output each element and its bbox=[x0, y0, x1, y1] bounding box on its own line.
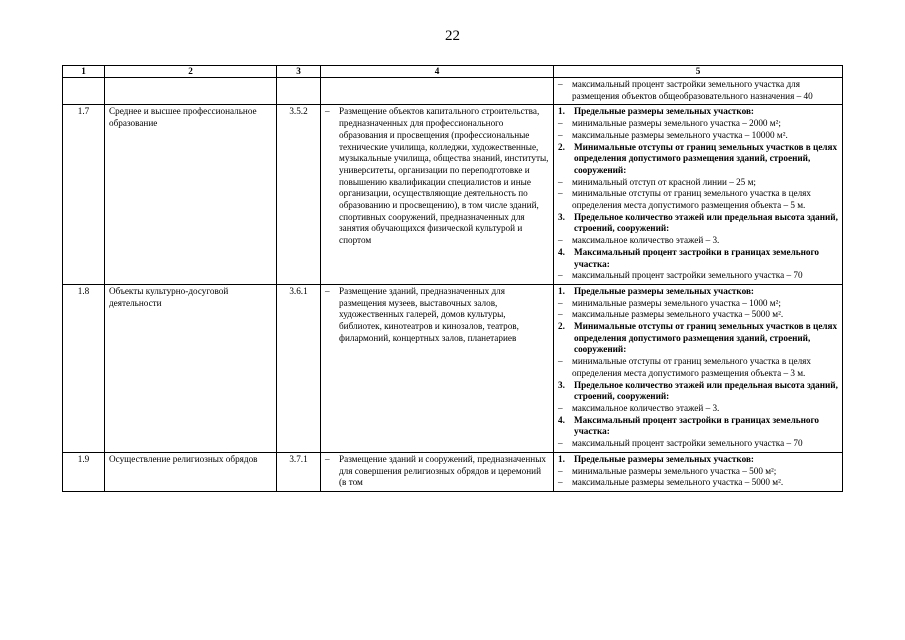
column-header: 2 bbox=[105, 66, 277, 78]
row-number: 1.7 bbox=[77, 106, 90, 117]
param-number: 1. bbox=[558, 453, 565, 464]
use-description: – Размещение зданий и сооружений, предназначенных для совершения религиозных обрядов и церемоний (в том bbox=[325, 454, 549, 489]
param-value: – минимальные отступы от границ земельного участка в целях определения места допустимого размещения объекта – 3 м. bbox=[558, 356, 838, 379]
param-heading bbox=[558, 212, 838, 235]
param-heading bbox=[558, 142, 838, 177]
param-heading bbox=[558, 380, 838, 403]
param-heading bbox=[558, 106, 838, 118]
param-title: Максимальный процент застройки в границах земельного участка: bbox=[574, 246, 820, 269]
header-row bbox=[63, 66, 843, 78]
param-heading bbox=[558, 415, 838, 438]
param-heading bbox=[558, 321, 838, 356]
param-heading bbox=[558, 286, 838, 298]
table-row bbox=[63, 284, 843, 452]
page-number: 22 bbox=[445, 28, 460, 44]
param-number: 4. bbox=[558, 246, 565, 257]
param-title: Минимальные отступы от границ земельных участков в целях определения допустимого размещения зданий, строений, сооружений: bbox=[574, 141, 838, 175]
use-type-name: Объекты культурно-досуговой деятельности bbox=[109, 285, 229, 308]
param-number: 3. bbox=[558, 211, 565, 222]
column-header: 4 bbox=[321, 66, 554, 78]
continuation-row bbox=[63, 78, 843, 105]
param-value: – максимальные размеры земельного участка – 10000 м². bbox=[558, 130, 838, 142]
param-value: – максимальное количество этажей – 3. bbox=[558, 235, 838, 247]
param-value: – максимальные размеры земельного участка – 5000 м². bbox=[558, 477, 838, 489]
param-heading bbox=[558, 247, 838, 270]
param-value: – минимальные размеры земельного участка – 2000 м²; bbox=[558, 118, 838, 130]
param-title: Предельное количество этажей или предельная высота зданий, строений, сооружений: bbox=[574, 211, 838, 234]
regulations-table bbox=[62, 65, 843, 492]
column-header: 3 bbox=[277, 66, 321, 78]
table-row bbox=[63, 452, 843, 491]
use-description: – Размещение объектов капитального строительства, предназначенных для профессионального образования и просвещения (профессиональные технические училища, колледжи, художественные, музыкальные училища, общества знаний, институты, университеты, организации по переподготовке и повышению квалификации специалистов и иные организации, осуществляющие деятельность по образованию и просвещению), в том числе зданий, спортивных сооружений, предназначенных для занятия обучающихся физической культурой и спортом bbox=[325, 106, 549, 246]
param-title: Предельное количество этажей или предельная высота зданий, строений, сооружений: bbox=[574, 379, 838, 402]
use-type-name: Осуществление религиозных обрядов bbox=[109, 453, 258, 464]
row-number: 1.9 bbox=[77, 453, 90, 464]
param-value: – максимальное количество этажей – 3. bbox=[558, 403, 838, 415]
param-number: 2. bbox=[558, 141, 565, 152]
param-title: Максимальный процент застройки в границах земельного участка: bbox=[574, 414, 820, 437]
param-value: – минимальные отступы от границ земельного участка в целях определения места допустимого размещения объекта – 5 м. bbox=[558, 188, 838, 211]
param-value: – максимальный процент застройки земельного участка – 70 bbox=[558, 270, 838, 282]
use-code: 3.6.1 bbox=[289, 285, 308, 296]
param-number: 2. bbox=[558, 321, 565, 332]
table-row bbox=[63, 105, 843, 285]
column-header: 5 bbox=[554, 66, 843, 78]
param-number: 4. bbox=[558, 414, 565, 425]
param-number: 1. bbox=[558, 285, 565, 296]
param-number: 1. bbox=[558, 106, 565, 117]
param-value: – минимальные размеры земельного участка – 500 м²; bbox=[558, 466, 838, 478]
use-code: 3.5.2 bbox=[289, 106, 308, 117]
param-value: – максимальный процент застройки земельного участка для размещения объектов общеобразовательного назначения – 40 bbox=[558, 79, 838, 102]
column-header: 1 bbox=[63, 66, 105, 78]
param-title: Предельные размеры земельных участков: bbox=[574, 106, 754, 117]
param-value: – максимальный процент застройки земельного участка – 70 bbox=[558, 438, 838, 450]
param-number: 3. bbox=[558, 379, 565, 390]
param-title: Предельные размеры земельных участков: bbox=[574, 285, 754, 296]
use-description: – Размещение зданий, предназначенных для размещения музеев, выставочных залов, художественных галерей, домов культуры, библиотек, кинотеатров и кинозалов, театров, филармоний, концертных залов, планетариев bbox=[325, 286, 549, 345]
param-value: – максимальные размеры земельного участка – 5000 м². bbox=[558, 309, 838, 321]
param-value: – минимальные размеры земельного участка – 1000 м²; bbox=[558, 298, 838, 310]
use-type-name: Среднее и высшее профессиональное образование bbox=[109, 106, 257, 129]
param-value: – минимальный отступ от красной линии – 25 м; bbox=[558, 177, 838, 189]
param-title: Минимальные отступы от границ земельных участков в целях определения допустимого размещения зданий, строений, сооружений: bbox=[574, 321, 838, 355]
param-heading bbox=[558, 454, 838, 466]
use-code: 3.7.1 bbox=[289, 453, 308, 464]
param-title: Предельные размеры земельных участков: bbox=[574, 453, 754, 464]
row-number: 1.8 bbox=[77, 285, 90, 296]
